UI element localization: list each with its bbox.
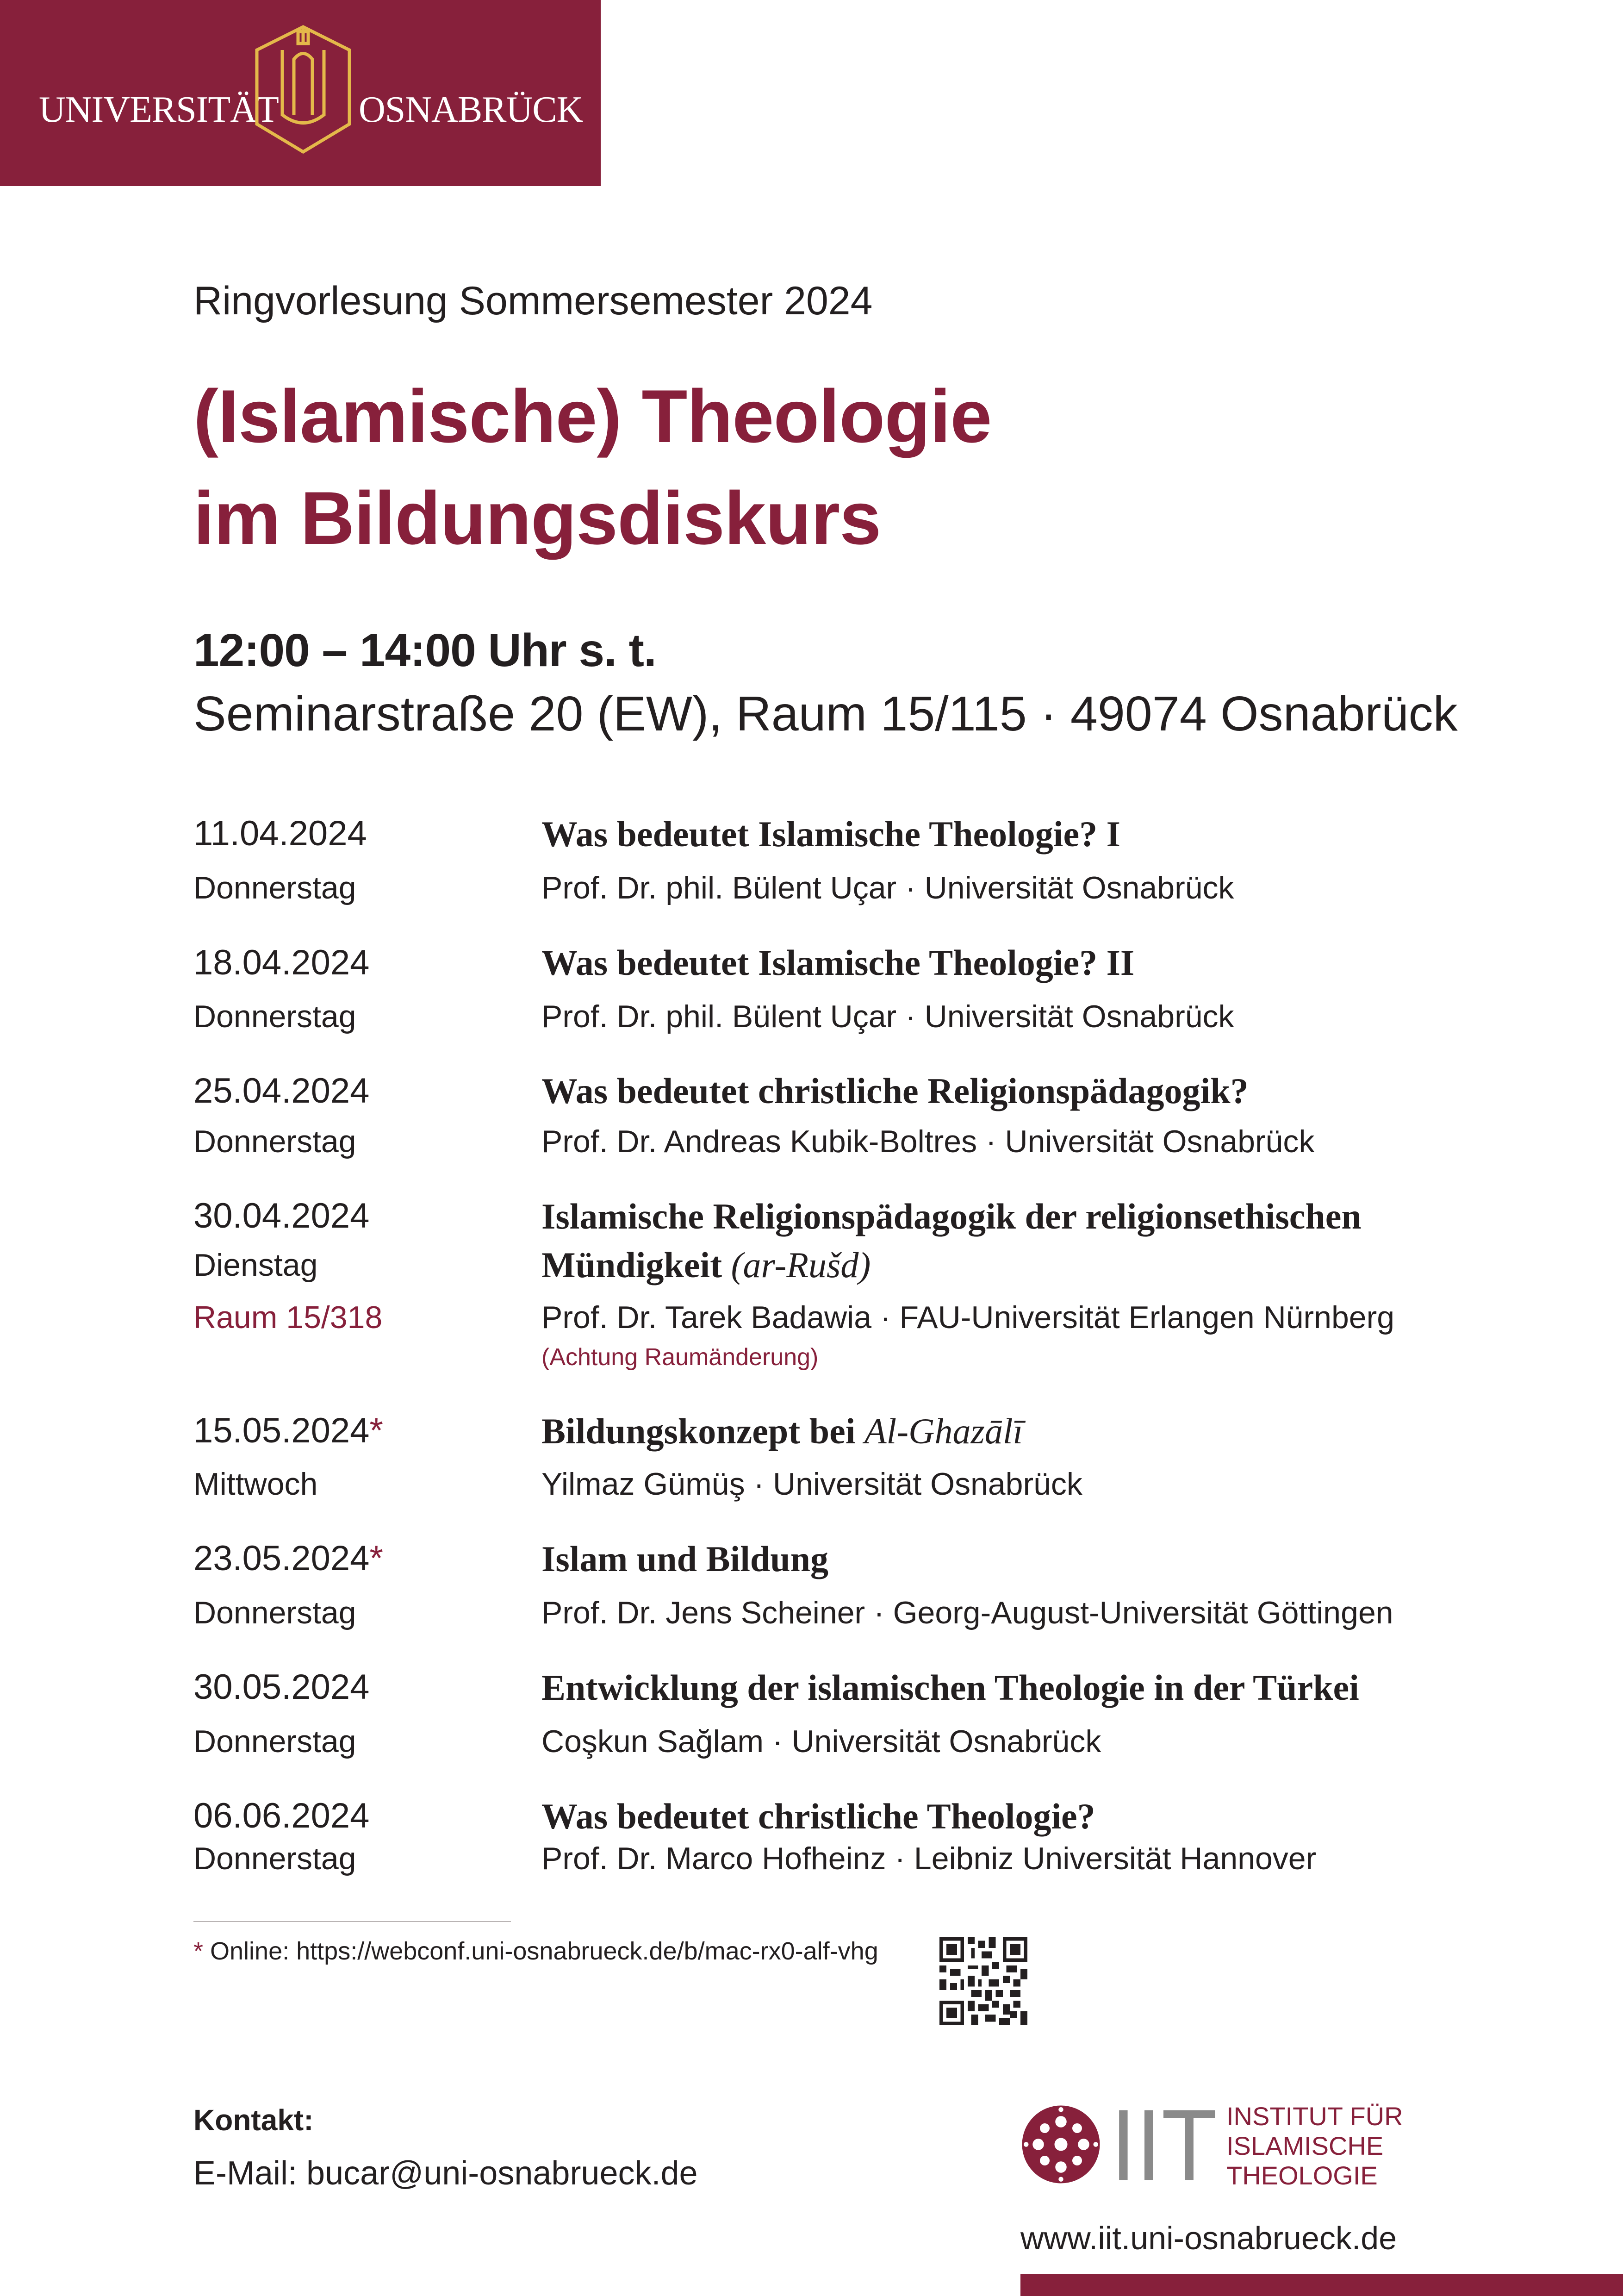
schedule-day: Donnerstag — [193, 1841, 356, 1876]
schedule-date-value: 23.05.2024 — [193, 1539, 370, 1578]
schedule-day: Donnerstag — [193, 999, 356, 1034]
institute-name-line-3: THEOLOGIE — [1226, 2161, 1378, 2190]
institute-abbr: IIT — [1111, 2088, 1217, 2202]
qr-code-icon[interactable] — [939, 1937, 1027, 2025]
talk-title: Was bedeutet christliche Theologie? — [541, 1796, 1095, 1836]
talk-title — [541, 1408, 1023, 1454]
talk-title-italic: Al-Ghazālī — [864, 1411, 1023, 1451]
online-link-text[interactable]: Online: https://webconf.uni-osnabrueck.de/b/mac-rx0-alf-vhg — [203, 1937, 878, 1965]
institute-name — [1226, 2102, 1403, 2190]
schedule-date: 30.04.2024 — [193, 1196, 370, 1235]
university-name-left: UNIVERSITÄT — [39, 89, 279, 130]
header-band — [0, 0, 601, 186]
institute-url[interactable]: www.iit.uni-osnabrueck.de — [1020, 2220, 1397, 2256]
schedule-room-change: Raum 15/318 — [193, 1300, 383, 1335]
talk-title: Was bedeutet Islamische Theologie? I — [541, 814, 1120, 854]
talk-title: Entwicklung der islamischen Theologie in der Türkei — [541, 1667, 1359, 1708]
schedule-date: 30.05.2024 — [193, 1667, 370, 1707]
schedule-day: Dienstag — [193, 1248, 318, 1283]
schedule-date — [193, 1410, 383, 1452]
schedule-date-value: 15.05.2024 — [193, 1411, 370, 1450]
footer-band — [1020, 2274, 1623, 2296]
schedule-day: Donnerstag — [193, 1124, 356, 1159]
footnote-divider — [193, 1921, 511, 1922]
schedule-date: 18.04.2024 — [193, 943, 370, 982]
university-emblem-icon — [250, 22, 356, 156]
talk-speaker: Prof. Dr. Marco Hofheinz · Leibniz Universität Hannover — [541, 1841, 1317, 1876]
contact-email[interactable]: E-Mail: bucar@uni-osnabrueck.de — [193, 2155, 698, 2192]
footnote-star-icon: * — [193, 1937, 204, 1965]
talk-speaker: Prof. Dr. phil. Bülent Uçar · Universität Osnabrück — [541, 870, 1234, 905]
schedule-date: 25.04.2024 — [193, 1071, 370, 1111]
talk-title-line-1: Islamische Religionspädagogik der religionsethischen — [541, 1196, 1362, 1236]
event-title — [193, 366, 991, 569]
schedule-date — [193, 1538, 383, 1579]
talk-speaker: Prof. Dr. Tarek Badawia · FAU-Universität Erlangen Nürnberg — [541, 1300, 1395, 1335]
event-series-subtitle: Ringvorlesung Sommersemester 2024 — [193, 279, 873, 323]
talk-speaker: Yilmaz Gümüş · Universität Osnabrück — [541, 1466, 1082, 1502]
schedule-day: Donnerstag — [193, 1724, 356, 1759]
contact-label: Kontakt: — [193, 2103, 314, 2137]
institute-name-line-2: ISLAMISCHE — [1226, 2131, 1384, 2160]
talk-speaker: Coşkun Sağlam · Universität Osnabrück — [541, 1724, 1101, 1759]
online-star-icon: * — [369, 1539, 383, 1578]
schedule-day: Donnerstag — [193, 870, 356, 905]
talk-title: Was bedeutet christliche Religionspädagogik? — [541, 1071, 1249, 1111]
talk-speaker: Prof. Dr. Andreas Kubik-Boltres · Universität Osnabrück — [541, 1124, 1315, 1159]
online-footnote — [193, 1935, 878, 1967]
schedule-date: 06.06.2024 — [193, 1796, 370, 1835]
university-name-right: OSNABRÜCK — [359, 89, 583, 130]
event-title-line-1: (Islamische) Theologie — [193, 374, 992, 458]
event-time: 12:00 – 14:00 Uhr s. t. — [193, 624, 656, 676]
talk-speaker: Prof. Dr. Jens Scheiner · Georg-August-Universität Göttingen — [541, 1595, 1393, 1630]
talk-title-main: Mündigkeit — [541, 1245, 722, 1285]
event-title-line-2: im Bildungsdiskurs — [193, 476, 881, 560]
institute-logo-letters — [1111, 2088, 1217, 2202]
event-venue: Seminarstraße 20 (EW), Raum 15/115 · 49074 Osnabrück — [193, 686, 1458, 741]
talk-title: Islam und Bildung — [541, 1539, 829, 1579]
online-star-icon: * — [369, 1411, 383, 1450]
room-change-note: (Achtung Raumänderung) — [541, 1344, 819, 1371]
talk-title-italic: (ar-Rušd) — [731, 1245, 871, 1285]
schedule-day: Mittwoch — [193, 1466, 318, 1502]
talk-title-main: Bildungskonzept bei — [541, 1411, 856, 1451]
institute-rosette-icon — [1020, 2104, 1101, 2185]
institute-name-line-1: INSTITUT FÜR — [1226, 2102, 1403, 2131]
schedule-date: 11.04.2024 — [193, 814, 367, 853]
talk-title-line-2 — [541, 1242, 871, 1288]
schedule-day: Donnerstag — [193, 1595, 356, 1630]
talk-speaker: Prof. Dr. phil. Bülent Uçar · Universität Osnabrück — [541, 999, 1234, 1034]
talk-title: Was bedeutet Islamische Theologie? II — [541, 942, 1135, 983]
